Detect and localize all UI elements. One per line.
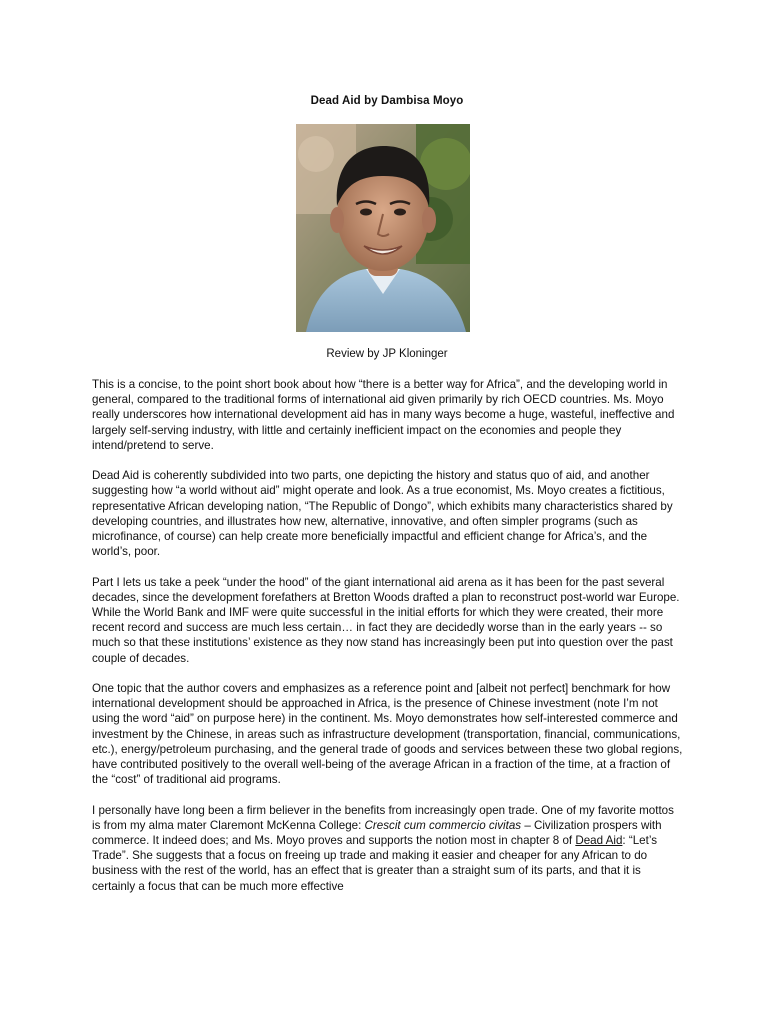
review-body bbox=[92, 377, 684, 909]
paragraph-2: Dead Aid is coherently subdivided into two parts, one depicting the history and status quo of aid, and another suggesting how “a world without aid” might operate and look. As a true economist, Ms. Moyo creates a fictitious, representative African developing nation, “The Republic of Dongo”, which exhibits many characteristics shared by developing countries, and illustrates how new, alternative, innovative, and often simpler programs (such as microfinance, of course) can help create more beneficially impactful and efficient change for Africa’s, and the world’s, poor. bbox=[92, 469, 673, 559]
paragraph-3: Part I lets us take a peek “under the hood” of the giant international aid arena as it has been for the past several decades, since the development forefathers at Bretton Woods drafted a plan to reconstruct post-world war Europe. While the World Bank and IMF were quite successful in the initial efforts for which they were created, their more recent record and success are much less certain… in fact they are decidedly worse than in the early years -- so much so that these institutions’ existence as they now stand has increasingly been put into question over the past couple of decades. bbox=[92, 575, 680, 665]
paragraph-5-part-b: – Civilization prospers with commerce. It indeed does; and Ms. Moyo proves and supports the notion most in chapter 8 of bbox=[92, 818, 662, 848]
paragraph-1: This is a concise, to the point short book about how “there is a better way for Africa”, and the developing world in general, compared to the traditional forms of international aid given primarily by rich OECD countries. Ms. Moyo really underscores how international development aid has in many ways become a huge, wasteful, ineffective and largely self-serving industry, with little and certainly inefficient impact on the economies and people they intend/pretend to serve. bbox=[92, 378, 675, 452]
author-photo bbox=[296, 124, 470, 332]
reviewer-byline: Review by JP Kloninger bbox=[326, 348, 448, 360]
document-title: Dead Aid by Dambisa Moyo bbox=[310, 95, 464, 107]
paragraph-5-part-a: I personally have long been a firm believer in the benefits from increasingly open trade. One of my favorite mottos is from my alma mater Claremont McKenna College: bbox=[92, 803, 674, 832]
college-motto: Crescit cum commercio civitas bbox=[364, 818, 522, 832]
book-title-reference: Dead Aid bbox=[575, 834, 623, 848]
paragraph-4: One topic that the author covers and emphasizes as a reference point and [albeit not perfect] benchmark for how international development should be approached in Africa, is the presence of Chinese investment (note I’m not using the word “aid” on purpose here) in the continent. Ms. Moyo demonstrates how self-interested commerce and investment by the Chinese, in areas such as infrastructure development (transportation, financial, communications, etc.), energy/petroleum purchasing, and the general trade of goods and services between these two global regions, have contributed positively to the overall well-being of the average African in a fraction of the time, at a fraction of the “cost” of traditional aid programs. bbox=[92, 682, 683, 787]
paragraph-5 bbox=[92, 803, 684, 894]
paragraph-5-part-c: : “Let’s Trade”. She suggests that a focus on freeing up trade and making it easier and cheaper for any African to do business with the rest of the world, has an effect that is greater than a straight sum of its parts, and that it is certainly a focus that can be much more effective bbox=[92, 834, 657, 893]
